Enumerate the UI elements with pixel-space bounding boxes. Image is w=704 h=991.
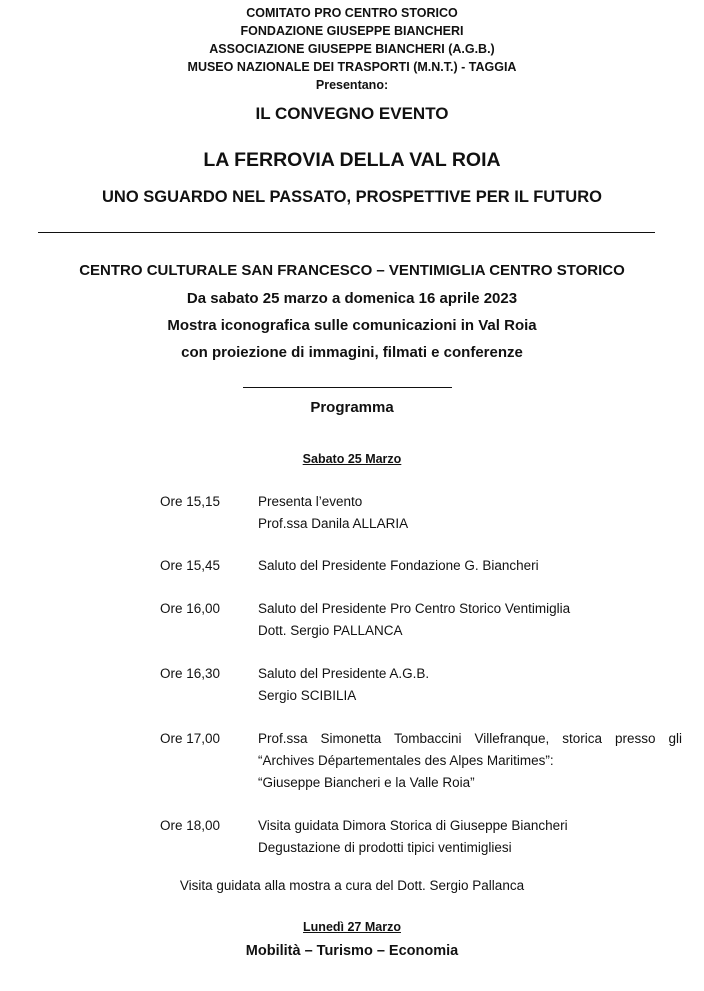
item-line: Prof.ssa Danila ALLARIA <box>258 516 409 531</box>
exhibition-subtitle: con proiezione di immagini, filmati e conferenze <box>181 344 523 361</box>
item-line: Dott. Sergio PALLANCA <box>258 623 403 638</box>
item-time: Ore 15,15 <box>160 494 221 509</box>
venue-location: CENTRO CULTURALE SAN FRANCESCO – VENTIMIGLIA CENTRO STORICO <box>79 262 625 279</box>
item-line: “Giuseppe Biancheri e la Valle Roia” <box>258 775 475 790</box>
item-line: “Archives Départementales des Alpes Maritimes”: <box>258 753 554 768</box>
organizer-line: MUSEO NAZIONALE DEI TRASPORTI (M.N.T.) - TAGGIA <box>187 60 517 74</box>
item-time: Ore 15,45 <box>160 558 221 573</box>
item-time: Ore 16,30 <box>160 666 221 681</box>
day-theme: Mobilità – Turismo – Economia <box>245 943 459 959</box>
divider <box>243 387 452 388</box>
day-date: Lunedì 27 Marzo <box>303 920 401 934</box>
item-line: Sergio SCIBILIA <box>258 688 357 703</box>
program-heading: Programma <box>310 399 394 416</box>
divider <box>38 232 655 233</box>
presentano-label: Presentano: <box>315 78 389 92</box>
exhibition-title: Mostra iconografica sulle comunicazioni in Val Roia <box>167 317 537 334</box>
organizer-line: ASSOCIAZIONE GIUSEPPE BIANCHERI (A.G.B.) <box>209 42 495 56</box>
venue-dates: Da sabato 25 marzo a domenica 16 aprile 2023 <box>186 290 518 307</box>
event-label: IL CONVEGNO EVENTO <box>255 104 449 123</box>
item-description <box>258 555 682 577</box>
item-description <box>258 491 682 535</box>
item-description <box>258 815 682 859</box>
item-description <box>258 663 682 707</box>
item-line: Visita guidata Dimora Storica di Giuseppe Biancheri <box>258 818 568 833</box>
item-time: Ore 17,00 <box>160 731 221 746</box>
page-subtitle: UNO SGUARDO NEL PASSATO, PROSPETTIVE PER IL FUTURO <box>102 188 602 206</box>
item-line: Prof.ssa Simonetta Tombaccini Villefranque, storica presso gli <box>258 731 682 746</box>
item-line: Saluto del Presidente A.G.B. <box>258 666 430 681</box>
item-time: Ore 18,00 <box>160 818 221 833</box>
organizer-line: COMITATO PRO CENTRO STORICO <box>246 6 458 20</box>
item-description <box>258 728 682 794</box>
page-title: LA FERROVIA DELLA VAL ROIA <box>203 149 501 171</box>
item-line: Saluto del Presidente Fondazione G. Biancheri <box>258 558 539 573</box>
item-line: Degustazione di prodotti tipici ventimigliesi <box>258 840 512 855</box>
day-note: Visita guidata alla mostra a cura del Dott. Sergio Pallanca <box>179 878 525 893</box>
item-line: Presenta l’evento <box>258 494 363 509</box>
item-description <box>258 598 682 642</box>
organizer-line: FONDAZIONE GIUSEPPE BIANCHERI <box>240 24 464 38</box>
item-line: Saluto del Presidente Pro Centro Storico Ventimiglia <box>258 601 571 616</box>
item-time: Ore 16,00 <box>160 601 221 616</box>
day-date: Sabato 25 Marzo <box>302 452 402 466</box>
